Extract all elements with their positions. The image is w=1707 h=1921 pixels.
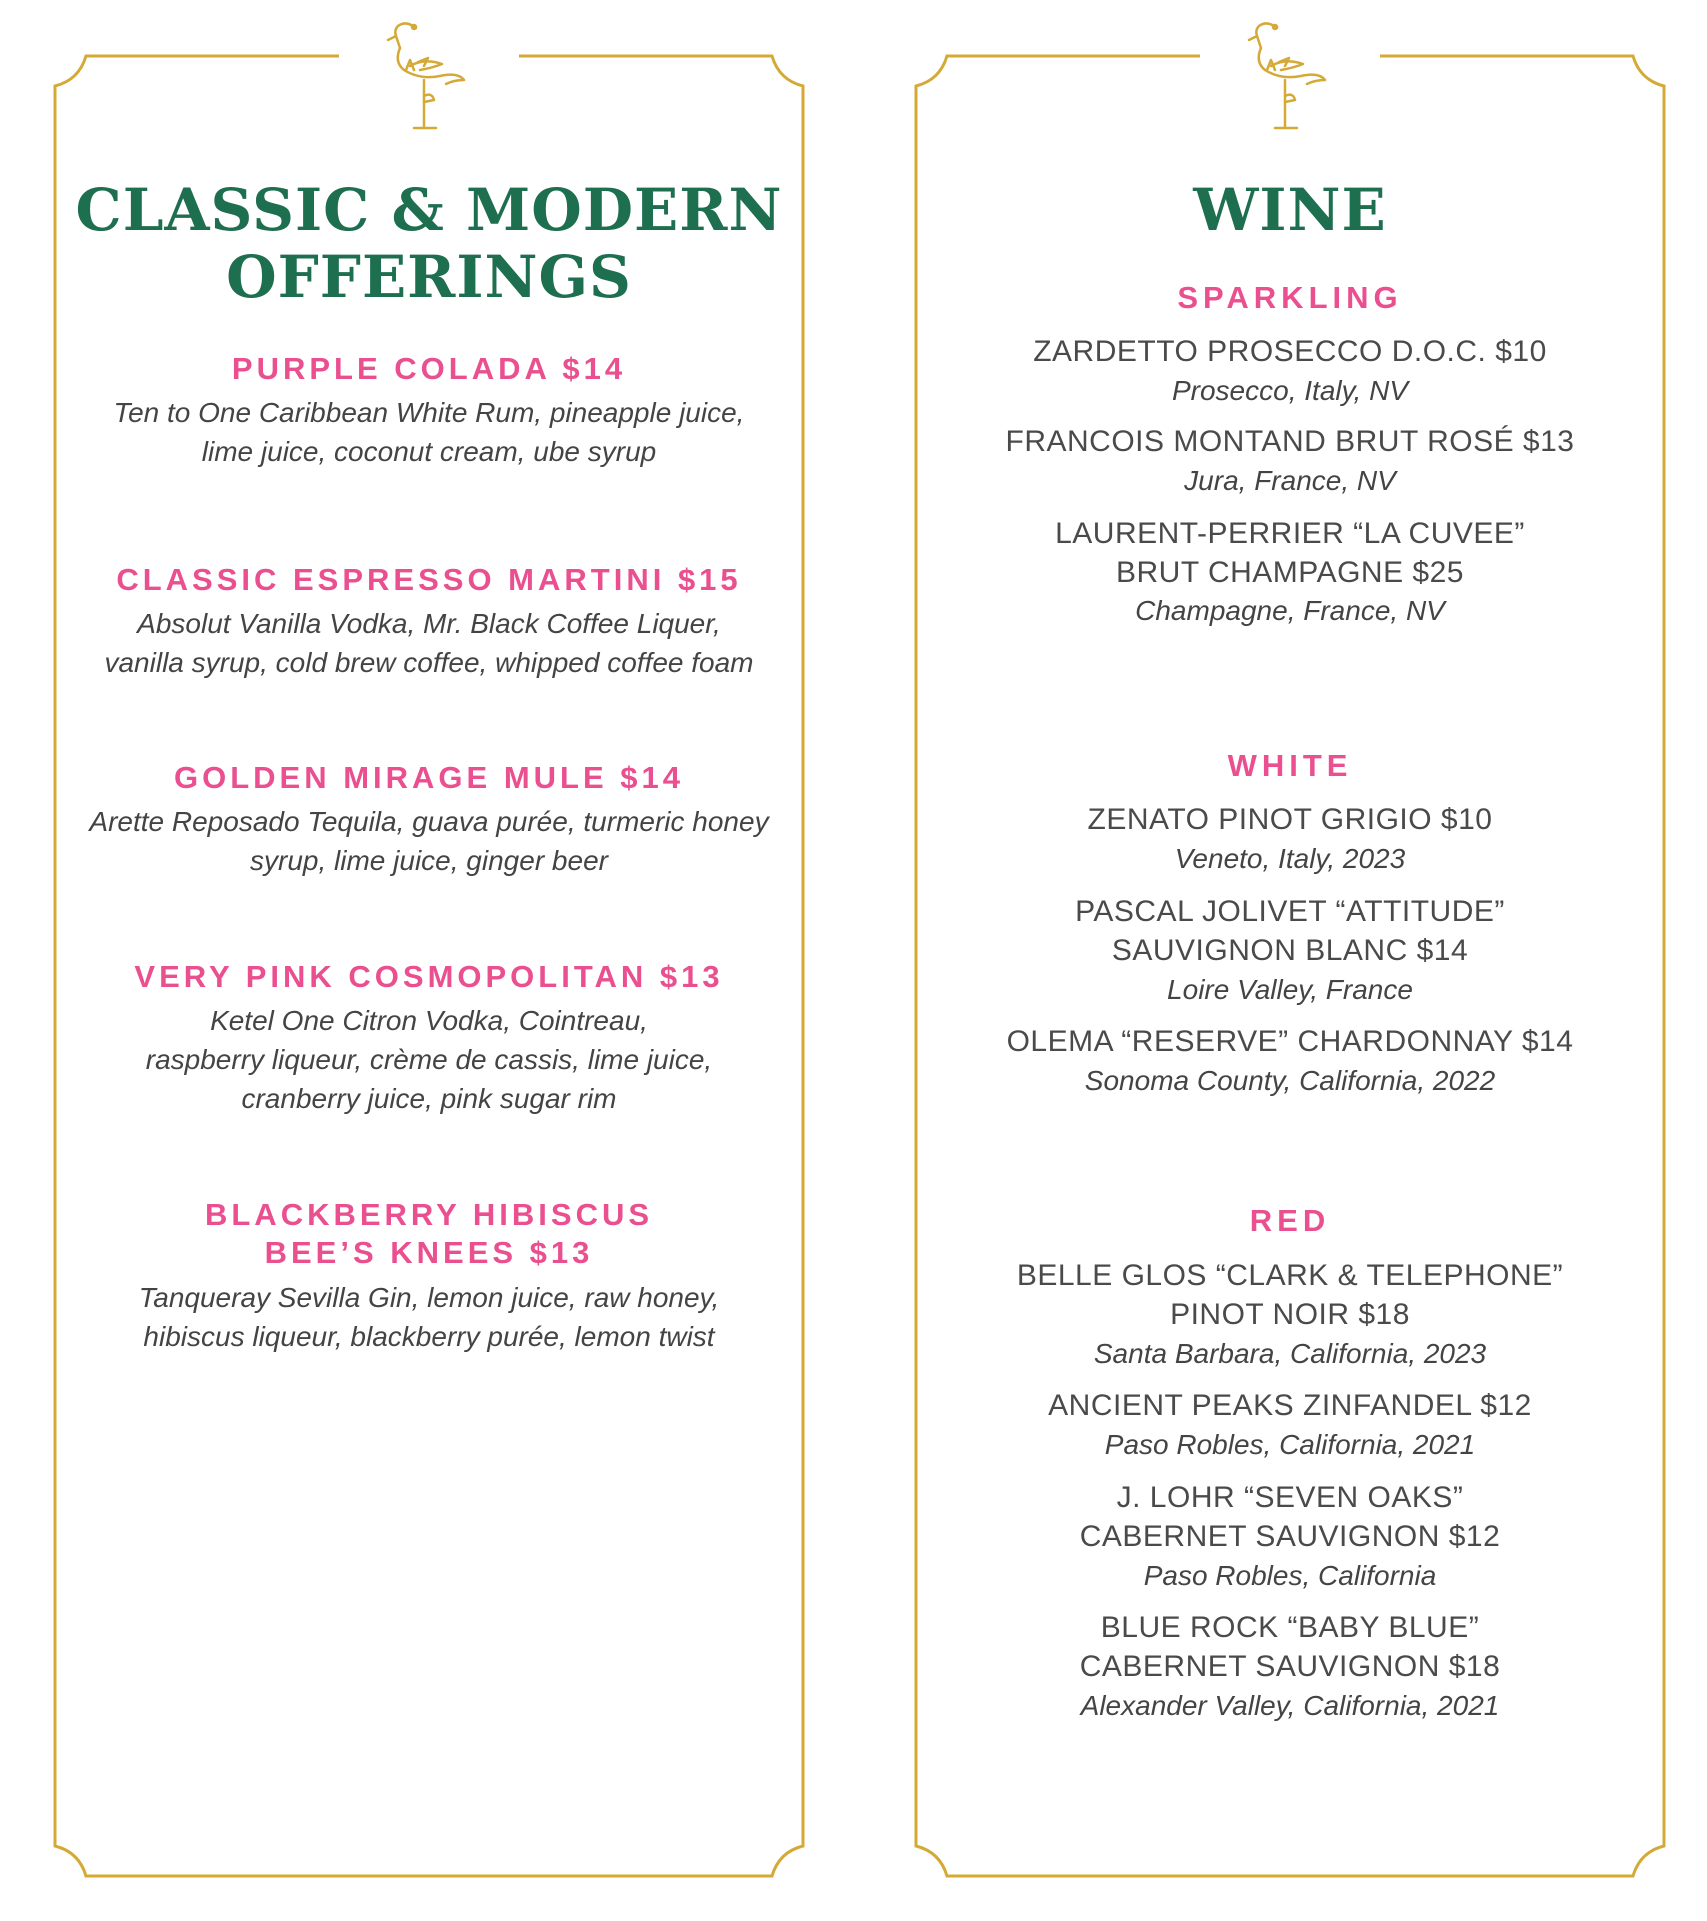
cocktail-description: vanilla syrup, cold brew coffee, whipped coffee foam: [104, 647, 754, 678]
wine-name: FRANCOIS MONTAND BRUT ROSÉ $13: [1005, 425, 1575, 458]
wine-origin: Sonoma County, California, 2022: [1084, 1065, 1496, 1096]
cocktail-description: syrup, lime juice, ginger beer: [250, 845, 608, 876]
cocktail-description: Tanqueray Sevilla Gin, lemon juice, raw honey,: [138, 1282, 720, 1313]
wine-name: ANCIENT PEAKS ZINFANDEL $12: [1048, 1389, 1532, 1422]
wine-name: ZARDETTO PROSECCO D.O.C. $10: [1033, 335, 1547, 368]
cocktail-name: CLASSIC ESPRESSO MARTINI $15: [116, 562, 742, 597]
cocktails-panel: [49, 0, 809, 1921]
wine-origin: Prosecco, Italy, NV: [1171, 375, 1408, 406]
cocktail-name: GOLDEN MIRAGE MULE $14: [174, 760, 684, 795]
wine-name: OLEMA “RESERVE” CHARDONNAY $14: [1006, 1025, 1574, 1058]
wine-name: PASCAL JOLIVET “ATTITUDE”: [1075, 895, 1505, 928]
cocktail-description: Ten to One Caribbean White Rum, pineapple juice,: [113, 397, 745, 428]
wine-name: BRUT CHAMPAGNE $25: [1116, 556, 1464, 589]
wine-name: CABERNET SAUVIGNON $12: [1079, 1520, 1501, 1553]
wine-category-sparkling: SPARKLING: [1177, 280, 1403, 315]
wine-origin: Santa Barbara, California, 2023: [1093, 1338, 1487, 1369]
wine-title: WINE: [1193, 176, 1387, 244]
wine-name: CABERNET SAUVIGNON $18: [1079, 1650, 1501, 1683]
wine-category-red: RED: [1249, 1203, 1331, 1238]
cocktail-description: cranberry juice, pink sugar rim: [241, 1083, 617, 1114]
cocktail-name: BLACKBERRY HIBISCUS: [204, 1197, 654, 1232]
cocktail-name: BEE’S KNEES $13: [264, 1235, 594, 1270]
wine-name: J. LOHR “SEVEN OAKS”: [1116, 1481, 1464, 1514]
cocktails-title-line1: CLASSIC & MODERN: [75, 176, 783, 244]
cocktail-description: Ketel One Citron Vodka, Cointreau,: [210, 1005, 648, 1036]
cocktails-title-line2: OFFERINGS: [226, 243, 632, 311]
wine-name: SAUVIGNON BLANC $14: [1111, 934, 1469, 967]
wine-origin: Jura, France, NV: [1184, 465, 1396, 496]
cocktail-description: Arette Reposado Tequila, guava purée, turmeric honey: [89, 806, 769, 837]
wine-origin: Paso Robles, California: [1143, 1560, 1437, 1591]
cocktail-description: hibiscus liqueur, blackberry purée, lemon twist: [143, 1321, 715, 1352]
wine-name: BLUE ROCK “BABY BLUE”: [1100, 1611, 1480, 1644]
wine-category-white: WHITE: [1227, 748, 1353, 783]
wine-panel: [910, 0, 1670, 1921]
wine-origin: Loire Valley, France: [1167, 974, 1413, 1005]
wine-name: BELLE GLOS “CLARK & TELEPHONE”: [1016, 1259, 1564, 1292]
cocktail-name: PURPLE COLADA $14: [231, 351, 627, 386]
wine-name: ZENATO PINOT GRIGIO $10: [1087, 803, 1493, 836]
wine-name: LAURENT-PERRIER “LA CUVEE”: [1055, 517, 1525, 550]
cocktail-description: Absolut Vanilla Vodka, Mr. Black Coffee Liquer,: [137, 608, 721, 639]
wine-origin: Alexander Valley, California, 2021: [1080, 1690, 1500, 1721]
wine-origin: Paso Robles, California, 2021: [1104, 1429, 1476, 1460]
wine-origin: Veneto, Italy, 2023: [1174, 843, 1406, 874]
cocktail-description: lime juice, coconut cream, ube syrup: [201, 436, 657, 467]
wine-name: PINOT NOIR $18: [1170, 1298, 1410, 1331]
cocktail-name: VERY PINK COSMOPOLITAN $13: [134, 959, 724, 994]
cocktail-description: raspberry liqueur, crème de cassis, lime juice,: [145, 1044, 713, 1075]
wine-origin: Champagne, France, NV: [1135, 595, 1445, 626]
